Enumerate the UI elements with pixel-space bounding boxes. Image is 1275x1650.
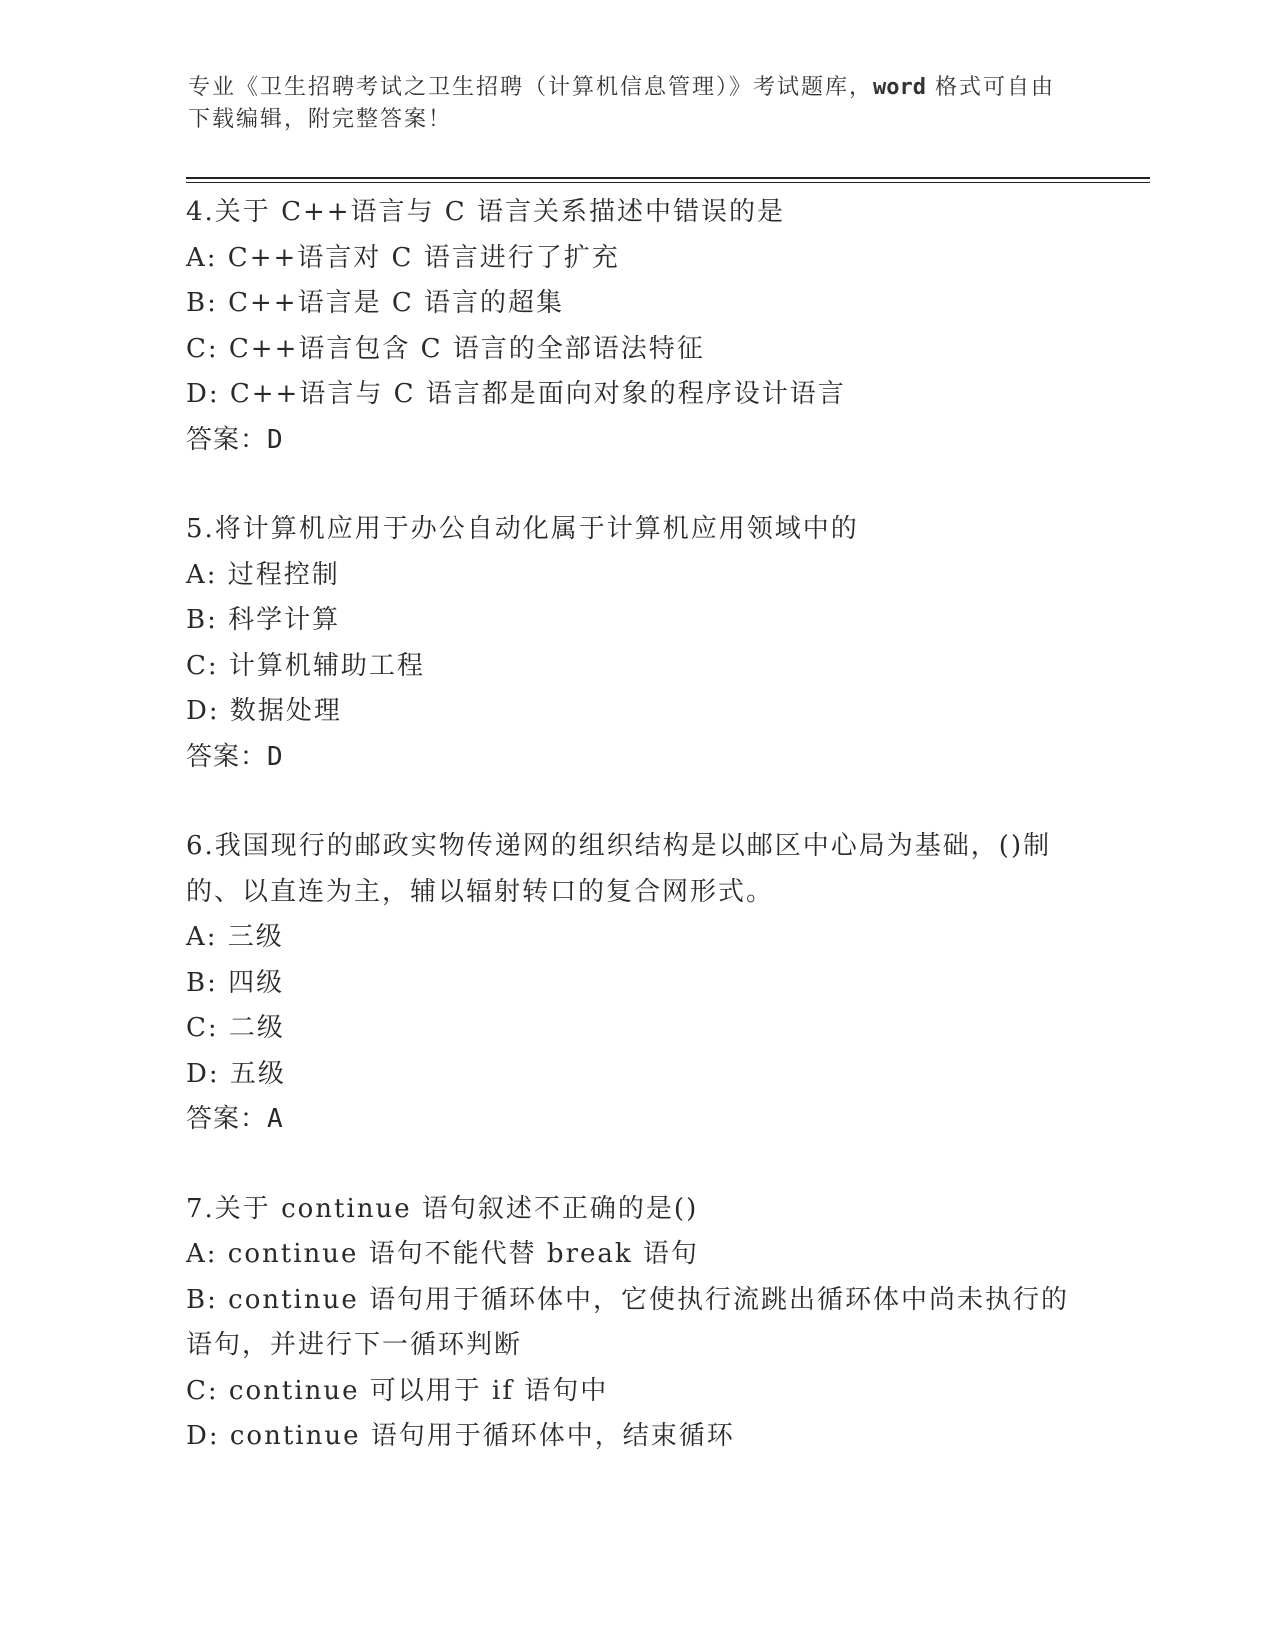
option-b: B: 四级 bbox=[186, 967, 285, 998]
header-word: word bbox=[873, 75, 926, 100]
answer-value: D bbox=[267, 741, 284, 772]
question-stem: 6.我国现行的邮政实物传递网的组织结构是以邮区中心局为基础，()制的、以直连为主，辅以辐射转口的复合网形式。 bbox=[186, 831, 1052, 907]
question-stem: 7.关于 continue 语句叙述不正确的是() bbox=[186, 1193, 699, 1224]
option-c: C: 二级 bbox=[186, 1013, 285, 1043]
header-divider-thin bbox=[186, 182, 1150, 183]
document-header bbox=[188, 72, 1068, 136]
question-6 bbox=[186, 824, 1086, 1143]
question-5 bbox=[186, 507, 1086, 780]
option-c: C: continue 可以用于 if 语句中 bbox=[186, 1375, 609, 1406]
option-a: A: 三级 bbox=[186, 922, 284, 952]
option-d: D: continue 语句用于循环体中，结束循环 bbox=[186, 1421, 735, 1451]
header-divider-thick bbox=[186, 177, 1150, 179]
answer-line bbox=[186, 1097, 1086, 1143]
answer-label: 答案： bbox=[186, 741, 268, 772]
question-stem: 4.关于 C++语言与 C 语言关系描述中错误的是 bbox=[186, 197, 785, 227]
option-d: D: C++语言与 C 语言都是面向对象的程序设计语言 bbox=[186, 379, 846, 409]
option-d: D: 五级 bbox=[186, 1058, 286, 1089]
answer-value: D bbox=[267, 424, 284, 455]
option-b: B: 科学计算 bbox=[186, 605, 341, 635]
answer-label: 答案： bbox=[186, 424, 268, 455]
answer-line bbox=[186, 418, 1086, 464]
option-c: C: 计算机辅助工程 bbox=[186, 650, 425, 681]
answer-value: A bbox=[267, 1104, 284, 1134]
option-a: A: continue 语句不能代替 break 语句 bbox=[186, 1239, 699, 1269]
header-text-after: 格式可自由下载编辑，附完整答案！ bbox=[188, 75, 1055, 132]
option-a: A: C++语言对 C 语言进行了扩充 bbox=[186, 242, 620, 273]
answer-label: 答案： bbox=[186, 1104, 268, 1134]
answer-line bbox=[186, 735, 1086, 781]
question-list bbox=[186, 190, 1086, 1504]
question-4 bbox=[186, 190, 1086, 463]
option-b: B: continue 语句用于循环体中，它使执行流跳出循环体中尚未执行的语句，并进行下一循环判断 bbox=[186, 1284, 1069, 1360]
question-7 bbox=[186, 1187, 1086, 1460]
option-b: B: C++语言是 C 语言的超集 bbox=[186, 288, 565, 318]
header-text-before: 专业《卫生招聘考试之卫生招聘（计算机信息管理）》考试题库， bbox=[188, 75, 874, 100]
option-a: A: 过程控制 bbox=[186, 559, 340, 590]
option-d: D: 数据处理 bbox=[186, 696, 342, 726]
option-c: C: C++语言包含 C 语言的全部语法特征 bbox=[186, 333, 705, 364]
question-stem: 5.将计算机应用于办公自动化属于计算机应用领域中的 bbox=[186, 514, 859, 544]
